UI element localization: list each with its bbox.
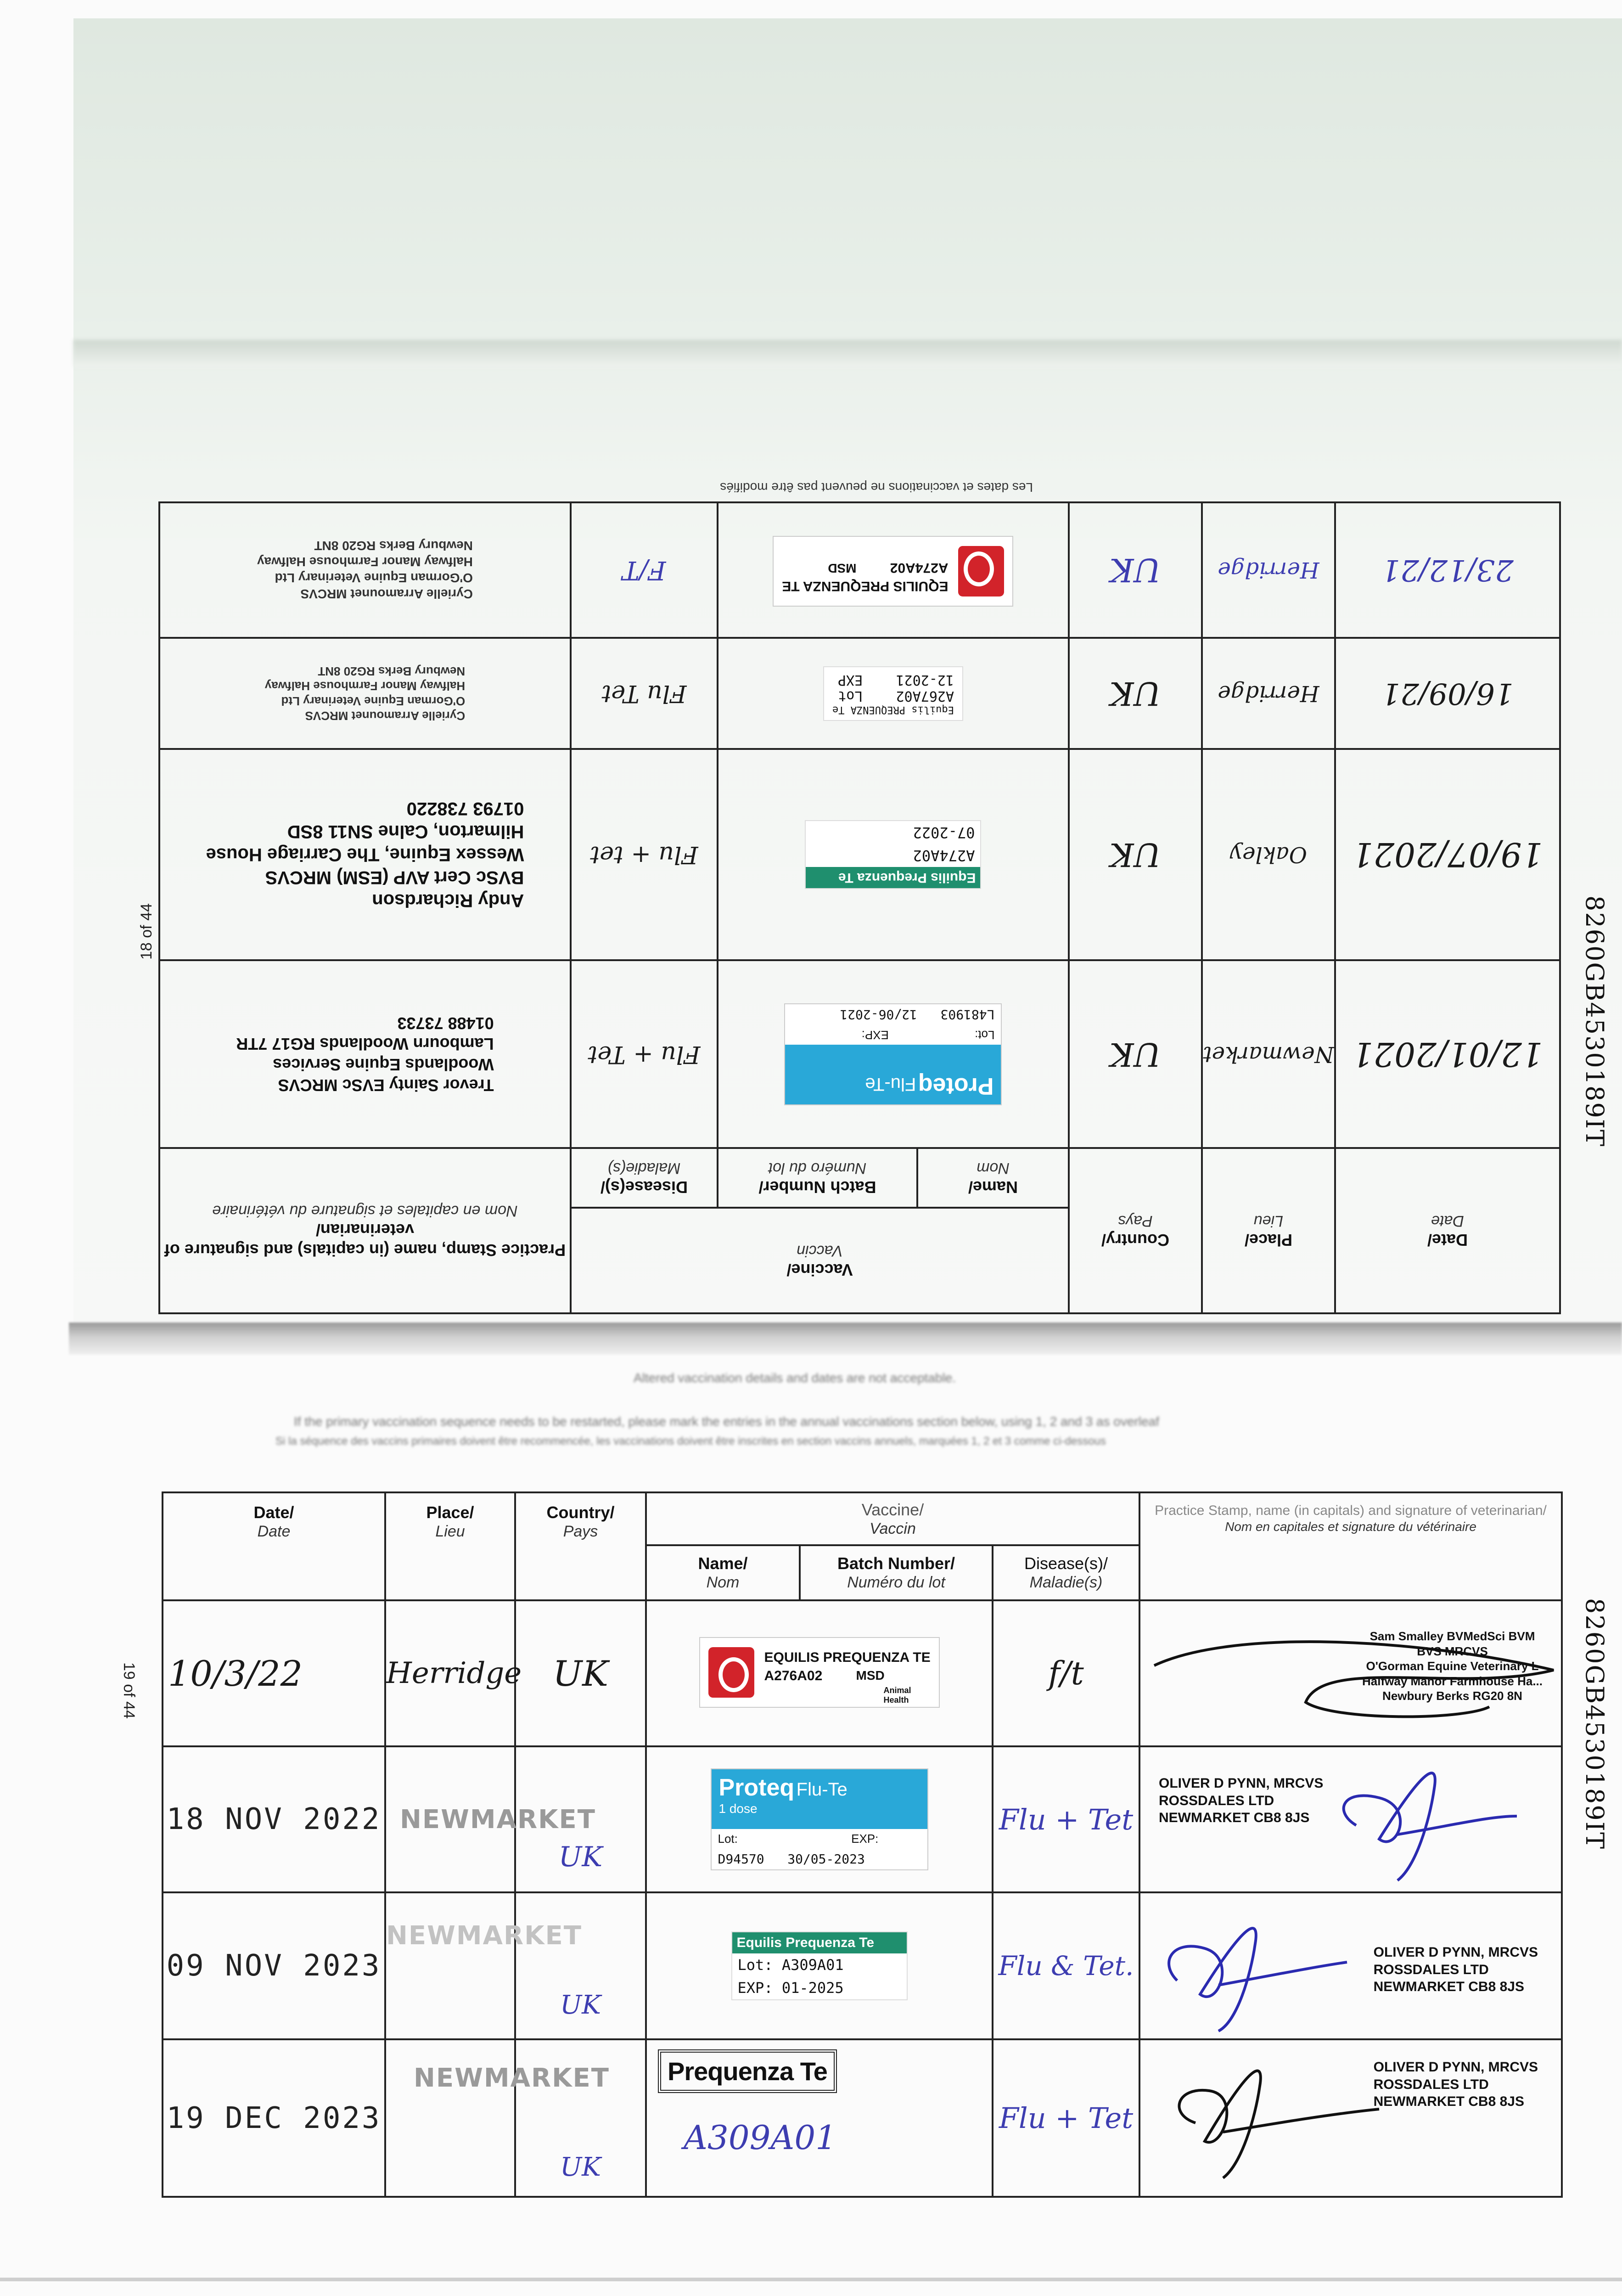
row-disease: Flu + tet (571, 749, 718, 960)
header-place: Place/ Lieu (385, 1492, 515, 1600)
prequenza-box-stamp: Prequenza Te (658, 2049, 837, 2093)
notice-restart-fr: Si la séquence des vaccins primaires doivent être recommencée, les vaccinations doivent être inscrites en section vaccins annuels, marquées 1, 2 et 3 comme ci-dessous (275, 1435, 1106, 1447)
header-country: Country/ Pays (515, 1492, 646, 1600)
practice-stamp-cell: Cyrielle Arramounet MRCVS O'Gorman Equine Veterinary Ltd Halfway Manor Farmhouse Halfway Newbury Berks RG20 8NT (159, 638, 571, 749)
table-row (159, 638, 1560, 749)
header-place: Place/ Lieu (1202, 1148, 1335, 1313)
header-practice: Practice Stamp, name (in capitals) and signature of veterinarian/ Nom en capitales et signature du vétérinaire (159, 1148, 571, 1313)
header-vaccine: Vaccine/ Vaccin (646, 1492, 1139, 1545)
vaccine-label-cell (646, 1892, 993, 2039)
practice-stamp-cell: Cyrielle Arramounet MRCVS O'Gorman Equine Veterinary Ltd Halfway Manor Farmhouse Halfway Newbury Berks RG20 8NT (159, 502, 571, 638)
row-country: UK (1069, 749, 1202, 960)
vaccine-label-cell (718, 960, 1069, 1148)
header-disease: Disease(s)/ Maladie(s) (993, 1545, 1139, 1600)
header-date: Date/ Date (163, 1492, 385, 1600)
row-country: UK (515, 1600, 646, 1746)
page-edge-shadow (73, 340, 1622, 367)
equilis-label: EQUILIS PREQUENZA TE A274A02 MSD (773, 536, 1014, 607)
table-row (159, 502, 1560, 638)
row-country: UK (1069, 960, 1202, 1148)
row-country: UK (1069, 638, 1202, 749)
practice-stamp-cell: OLIVER D PYNN, MRCVS ROSSDALES LTD NEWMARKET CB8 8JS (1139, 2039, 1562, 2197)
proteq-label: Proteq Flu-Te Lot: EXP: L481903 12/06-2021 (785, 1003, 1002, 1105)
row-date: 09 NOV 2023 (163, 1892, 385, 2039)
prequenza-label: Equilis Prequenza Te A274A02 07-2022 (805, 820, 982, 889)
row-date: 19/07/2021 (1335, 749, 1560, 960)
row-place: Herridge (1202, 638, 1335, 749)
header-practice: Practice Stamp, name (in capitals) and signature of veterinarian/ Nom en capitales et signature du vétérinaire (1139, 1492, 1562, 1600)
equilis-small-label: Equilis PREQUENZA Te A267A02 Lot 12-2021 EXP (823, 666, 963, 721)
row-date: 23/12/21 (1335, 502, 1560, 638)
header-name: Name/ Nom (917, 1148, 1069, 1208)
vet-signature (1140, 1747, 1572, 1893)
header-name: Name/ Nom (646, 1545, 800, 1600)
vaccine-label-cell (718, 749, 1069, 960)
header-vaccine: Vaccine/ Vaccin (571, 1208, 1069, 1313)
vet-signature (1140, 1601, 1572, 1747)
notice-restart-en: If the primary vaccination sequence needs to be restarted, please mark the entries in the annual vaccinations section below, using 1, 2 and 3 as overleaf (294, 1414, 1159, 1429)
row-date: 12/01/2021 (1335, 960, 1560, 1148)
row-date: 10/3/22 (163, 1600, 385, 1746)
notice-altered-en: Altered vaccination details and dates are not acceptable. (634, 1371, 956, 1385)
page-number-upper: 18 of 44 (138, 903, 155, 960)
table-row (163, 1600, 1562, 1746)
row-place: NEWMARKET (385, 1746, 515, 1892)
header-disease: Disease(s)/ Maladie(s) (571, 1148, 718, 1208)
row-disease: f/t (993, 1600, 1139, 1746)
vaccine-label-cell (646, 2039, 993, 2197)
row-country: UK (1069, 502, 1202, 638)
table-row (163, 2039, 1562, 2197)
practice-stamp-cell: OLIVER D PYNN, MRCVS ROSSDALES LTD NEWMARKET CB8 8JS (1139, 1746, 1562, 1892)
row-place: NEWMARKET (385, 2039, 515, 2197)
header-date: Date/ Date (1335, 1148, 1560, 1313)
document-id-lower: 8260GB4530189IT (1580, 1598, 1609, 1850)
row-place: Oakley (1202, 749, 1335, 960)
row-place: Herridge (1202, 502, 1335, 638)
page-bottom-edge (0, 2278, 1622, 2281)
row-disease: Flu + Tet (993, 1746, 1139, 1892)
document-id-upper: 8260GB4530189IT (1580, 895, 1609, 1148)
row-place: Herridge (385, 1600, 515, 1746)
practice-stamp-cell: Andy Richardson BVSc Cert AVP (ESM) MRCVS Wessex Equine, The Carriage House Hilmarton, Calne SN11 8SD 01793 738220 (159, 749, 571, 960)
row-date: 19 DEC 2023 (163, 2039, 385, 2197)
page-fold-shadow (69, 1322, 1622, 1355)
practice-stamp-cell: Trevor Sainty EVSc MRCVS Woodlands Equine Services Lambourn Woodlands RG17 7TR 01488 73733 (159, 960, 571, 1148)
row-country: UK (515, 2039, 646, 2197)
notice-fr-upper: Les dates et vaccinations ne peuvent pas être modifiés (720, 480, 1033, 495)
row-place: NEWMARKET (385, 1892, 515, 2039)
table-row (159, 960, 1560, 1148)
header-batch: Batch Number/ Numéro du lot (800, 1545, 993, 1600)
vaccination-table-upper (158, 480, 1561, 1314)
proteq-label: Proteq Flu-Te 1 dose Lot: EXP: D94570 30/05-2023 (711, 1768, 928, 1870)
equilis-label: EQUILIS PREQUENZA TE A276A02 MSD Animal Health (699, 1637, 940, 1708)
vaccine-label-cell (646, 1746, 993, 1892)
row-country: UK (515, 1746, 646, 1892)
row-disease: F/T (571, 502, 718, 638)
row-country: UK (515, 1892, 646, 2039)
practice-stamp-cell: OLIVER D PYNN, MRCVS ROSSDALES LTD NEWMARKET CB8 8JS (1139, 1892, 1562, 2039)
page-number-lower: 19 of 44 (120, 1662, 138, 1719)
table-row (163, 1892, 1562, 2039)
table-row (159, 749, 1560, 960)
header-country: Country/ Pays (1069, 1148, 1202, 1313)
row-date: 18 NOV 2022 (163, 1746, 385, 1892)
table-row (163, 1746, 1562, 1892)
handwritten-lot: A309A01 (684, 2118, 837, 2157)
vet-signature (1140, 1893, 1572, 2040)
vaccine-label-cell (718, 638, 1069, 749)
vet-signature (1140, 2040, 1572, 2192)
row-disease: Flu & Tet. (993, 1892, 1139, 2039)
vaccine-label-cell (646, 1600, 993, 1746)
row-disease: Flu Tet (571, 638, 718, 749)
vaccination-table-lower (162, 1491, 1563, 2198)
row-disease: Flu + Tet (993, 2039, 1139, 2197)
prequenza-label: Equilis Prequenza Te Lot: A309A01 EXP: 01-2025 (731, 1931, 908, 2000)
row-disease: Flu + Tet (571, 960, 718, 1148)
header-batch: Batch Number/ Numéro du lot (718, 1148, 917, 1208)
row-place: Newmarket (1202, 960, 1335, 1148)
row-date: 16/09/21 (1335, 638, 1560, 749)
vaccine-label-cell (718, 502, 1069, 638)
practice-stamp-cell: Sam Smalley BVMedSci BVM BVS MRCVS O'Gorman Equine Veterinary L Halfway Manor Farmhouse Ha... Newbury Berks RG20 8N (1139, 1600, 1562, 1746)
